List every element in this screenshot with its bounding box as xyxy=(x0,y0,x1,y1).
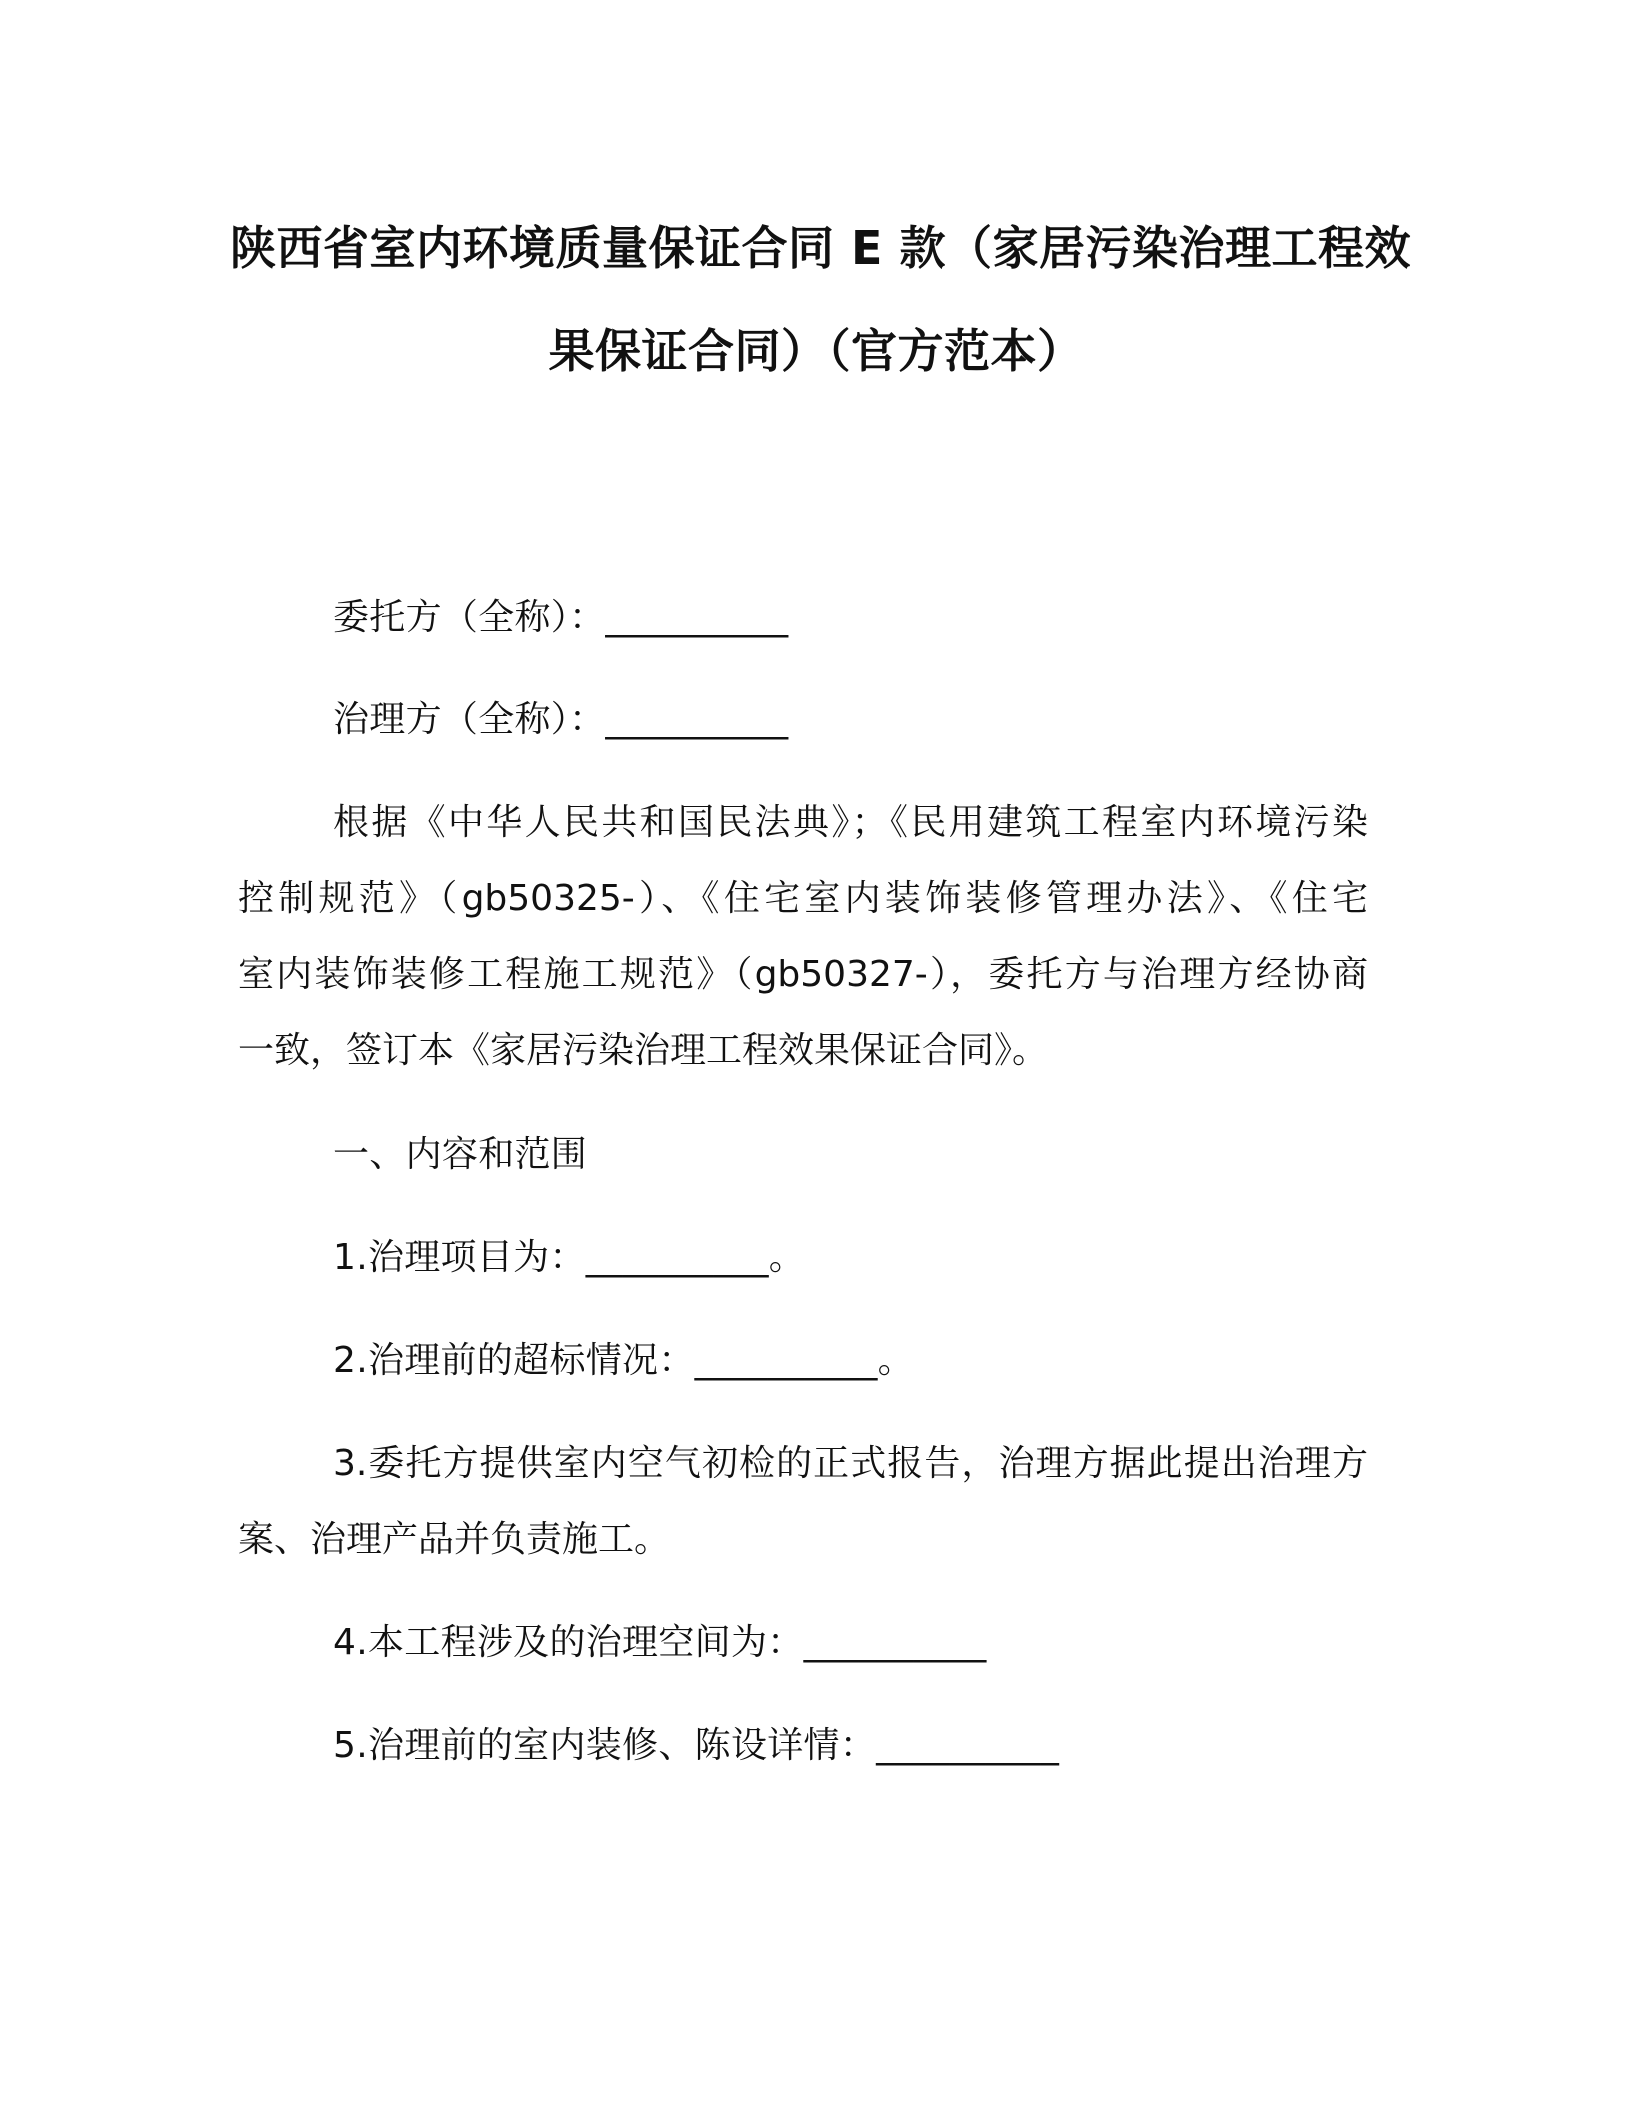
contractor-blank: __________ xyxy=(605,699,789,740)
document-title-line-2: 果保证合同）（官方范本） xyxy=(548,324,1084,378)
item-4-label: 4.本工程涉及的治理空间为： xyxy=(333,1622,804,1663)
item-4-blank: __________ xyxy=(803,1622,987,1663)
contractor-field xyxy=(333,699,789,740)
section-1-heading: 一、内容和范围 xyxy=(333,1134,588,1175)
intro-row-4: 一致，签订本《家居污染治理工程效果保证合同》。 xyxy=(238,1030,1049,1071)
intro-row-2: 控制规范》（gb50325-）、《住宅室内装饰装修管理办法》、《住宅 xyxy=(238,878,1368,919)
item-5-label: 5.治理前的室内装修、陈设详情： xyxy=(333,1725,877,1766)
item-5 xyxy=(333,1725,1060,1766)
item-2-label: 2.治理前的超标情况： xyxy=(333,1340,695,1381)
client-field xyxy=(333,597,789,638)
item-1-end: 。 xyxy=(768,1237,806,1278)
document-title-line-1: 陕西省室内环境质量保证合同 E 款（家居污染治理工程效 xyxy=(230,221,1411,275)
item-4 xyxy=(333,1622,987,1663)
client-label: 委托方（全称）： xyxy=(333,597,606,638)
item-5-blank: __________ xyxy=(876,1725,1060,1766)
intro-row-1: 根据《中华人民共和国民法典》；《民用建筑工程室内环境污染 xyxy=(333,802,1368,843)
item-3-row-1: 3.委托方提供室内空气初检的正式报告，治理方据此提出治理方 xyxy=(333,1443,1368,1484)
item-2-end: 。 xyxy=(877,1340,914,1381)
item-1-label: 1.治理项目为： xyxy=(333,1237,586,1278)
client-blank: __________ xyxy=(605,597,789,638)
item-3-row-2: 案、治理产品并负责施工。 xyxy=(238,1519,671,1560)
item-2-blank: __________ xyxy=(694,1340,878,1381)
contractor-label: 治理方（全称）： xyxy=(333,699,606,740)
item-1-blank: __________ xyxy=(585,1237,769,1278)
intro-row-3: 室内装饰装修工程施工规范》（gb50327-），委托方与治理方经协商 xyxy=(238,954,1368,995)
item-1 xyxy=(333,1237,806,1278)
item-2 xyxy=(333,1340,914,1381)
